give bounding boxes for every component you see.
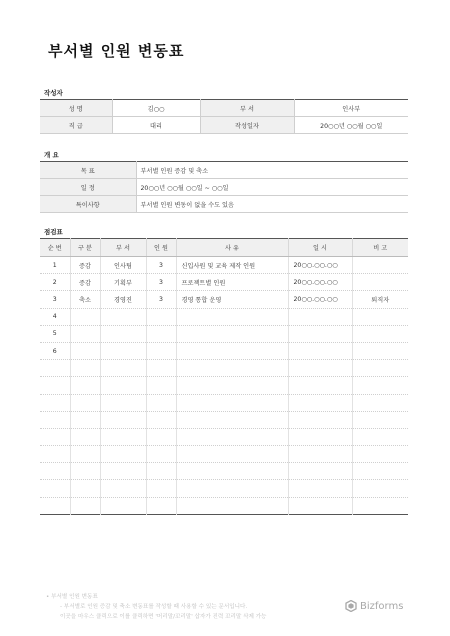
row-number: 3 — [40, 291, 70, 308]
row-reason: 프로젝트별 인원 — [176, 274, 288, 291]
row-count — [146, 411, 176, 428]
row-note — [352, 428, 408, 445]
brand-logo — [345, 600, 403, 612]
row-reason: 신입사원 및 교육 제작 인원 — [176, 257, 288, 274]
department-label: 부 서 — [200, 100, 294, 117]
row-number: 2 — [40, 274, 70, 291]
row-type — [70, 446, 100, 463]
row-type — [70, 325, 100, 342]
row-dept — [100, 463, 146, 480]
row-dept: 기획부 — [100, 274, 146, 291]
row-number: 4 — [40, 308, 70, 325]
table-row — [40, 360, 408, 377]
table-row — [40, 257, 408, 274]
row-number — [40, 360, 70, 377]
footnote-line: • 부서별 인원 변동표 — [46, 594, 98, 600]
row-count — [146, 325, 176, 342]
row-date — [288, 411, 352, 428]
row-date — [288, 446, 352, 463]
footnote — [46, 592, 266, 622]
row-dept — [100, 360, 146, 377]
row-dept: 경영진 — [100, 291, 146, 308]
row-type — [70, 394, 100, 411]
author-section-label: 작성자 — [44, 89, 63, 97]
row-date — [288, 463, 352, 480]
row-count: 3 — [146, 291, 176, 308]
row-note — [352, 377, 408, 394]
row-note — [352, 257, 408, 274]
row-number — [40, 377, 70, 394]
row-reason — [176, 377, 288, 394]
row-note — [352, 308, 408, 325]
row-date: 20○○.○○.○○ — [288, 257, 352, 274]
row-count — [146, 497, 176, 514]
row-dept — [100, 308, 146, 325]
table-row — [40, 377, 408, 394]
checklist-section-label: 점검표 — [44, 228, 63, 236]
row-note — [352, 342, 408, 359]
row-date — [288, 497, 352, 514]
row-number — [40, 480, 70, 497]
footnote-line: 이곳을 마우스 클릭으로 이를 클릭하면 '머리말/꼬리말' 삽자가 진력 꼬리말 삭제 가능 — [60, 614, 267, 620]
row-number — [40, 446, 70, 463]
row-date — [288, 342, 352, 359]
row-date — [288, 377, 352, 394]
row-number — [40, 497, 70, 514]
row-count: 3 — [146, 274, 176, 291]
row-type — [70, 497, 100, 514]
row-date — [288, 394, 352, 411]
col-header-count: 인 원 — [146, 239, 176, 257]
row-note — [352, 394, 408, 411]
row-date — [288, 360, 352, 377]
overview-row — [40, 179, 408, 196]
row-count — [146, 394, 176, 411]
row-number: 1 — [40, 257, 70, 274]
row-dept — [100, 342, 146, 359]
schedule-label: 일 정 — [40, 179, 136, 196]
row-number: 5 — [40, 325, 70, 342]
overview-row — [40, 162, 408, 179]
checklist-header-row — [40, 239, 408, 257]
remarks-label: 특이사항 — [40, 196, 136, 213]
row-type — [70, 342, 100, 359]
rank-value: 대리 — [112, 117, 200, 134]
brand-name: Bizforms — [360, 600, 404, 612]
row-reason — [176, 308, 288, 325]
table-row — [40, 497, 408, 514]
row-number — [40, 463, 70, 480]
row-count: 3 — [146, 257, 176, 274]
row-reason — [176, 360, 288, 377]
author-row — [40, 117, 408, 134]
row-count — [146, 428, 176, 445]
row-date — [288, 308, 352, 325]
table-row — [40, 394, 408, 411]
remarks-value: 부서별 인원 변동이 없을 수도 있음 — [136, 196, 408, 213]
row-date — [288, 480, 352, 497]
row-reason — [176, 463, 288, 480]
rank-label: 직 급 — [40, 117, 112, 134]
department-value: 인사부 — [294, 100, 408, 117]
row-dept — [100, 480, 146, 497]
row-count — [146, 463, 176, 480]
row-reason — [176, 428, 288, 445]
goal-value: 부서별 인원 증감 및 축소 — [136, 162, 408, 179]
checklist-table — [40, 238, 408, 515]
col-header-date: 일 시 — [288, 239, 352, 257]
name-value: 김○○ — [112, 100, 200, 117]
row-reason — [176, 394, 288, 411]
row-number — [40, 394, 70, 411]
row-note: 퇴직자 — [352, 291, 408, 308]
table-row — [40, 446, 408, 463]
row-dept — [100, 497, 146, 514]
col-header-type: 구 분 — [70, 239, 100, 257]
row-dept — [100, 428, 146, 445]
date-label: 작성일자 — [200, 117, 294, 134]
row-reason — [176, 497, 288, 514]
date-value: 20○○년 ○○월 ○○일 — [294, 117, 408, 134]
table-row — [40, 291, 408, 308]
footnote-line: - 부서별로 인원 증감 및 축소 변동표를 작성할 때 사용할 수 있는 문서입니다. — [60, 604, 248, 610]
row-type: 축소 — [70, 291, 100, 308]
table-row — [40, 274, 408, 291]
author-row — [40, 100, 408, 117]
goal-label: 목 표 — [40, 162, 136, 179]
row-type — [70, 480, 100, 497]
row-dept — [100, 411, 146, 428]
table-row — [40, 342, 408, 359]
table-row — [40, 463, 408, 480]
row-dept — [100, 394, 146, 411]
row-reason — [176, 342, 288, 359]
bizforms-logo-icon — [345, 600, 357, 612]
row-note — [352, 446, 408, 463]
row-note — [352, 480, 408, 497]
row-number — [40, 411, 70, 428]
row-reason — [176, 446, 288, 463]
overview-row — [40, 196, 408, 213]
table-row — [40, 325, 408, 342]
row-note — [352, 411, 408, 428]
row-count — [146, 360, 176, 377]
row-note — [352, 274, 408, 291]
row-reason: 경영 통합 운영 — [176, 291, 288, 308]
overview-section-label: 개 요 — [44, 151, 59, 159]
row-reason — [176, 411, 288, 428]
row-type — [70, 377, 100, 394]
schedule-value: 20○○년 ○○월 ○○일 ~ ○○일 — [136, 179, 408, 196]
row-reason — [176, 480, 288, 497]
col-header-note: 비 고 — [352, 239, 408, 257]
row-count — [146, 377, 176, 394]
table-row — [40, 480, 408, 497]
table-row — [40, 308, 408, 325]
row-dept — [100, 446, 146, 463]
row-type — [70, 360, 100, 377]
author-table — [40, 99, 408, 134]
row-dept: 인사팀 — [100, 257, 146, 274]
overview-table — [40, 161, 408, 213]
row-count — [146, 308, 176, 325]
table-row — [40, 428, 408, 445]
row-type — [70, 411, 100, 428]
row-number: 6 — [40, 342, 70, 359]
row-dept — [100, 325, 146, 342]
col-header-dept: 부 서 — [100, 239, 146, 257]
row-type — [70, 308, 100, 325]
row-number — [40, 428, 70, 445]
row-date: 20○○.○○.○○ — [288, 274, 352, 291]
row-type — [70, 463, 100, 480]
row-count — [146, 446, 176, 463]
row-reason — [176, 325, 288, 342]
row-type: 증감 — [70, 257, 100, 274]
table-row — [40, 411, 408, 428]
row-type — [70, 428, 100, 445]
row-note — [352, 463, 408, 480]
col-header-reason: 사 유 — [176, 239, 288, 257]
col-header-no: 순 번 — [40, 239, 70, 257]
row-note — [352, 360, 408, 377]
row-dept — [100, 377, 146, 394]
row-count — [146, 480, 176, 497]
row-type: 증감 — [70, 274, 100, 291]
row-count — [146, 342, 176, 359]
name-label: 성 명 — [40, 100, 112, 117]
page-title: 부서별 인원 변동표 — [48, 42, 185, 60]
row-date — [288, 428, 352, 445]
row-date — [288, 325, 352, 342]
row-date: 20○○.○○.○○ — [288, 291, 352, 308]
row-note — [352, 325, 408, 342]
row-note — [352, 497, 408, 514]
